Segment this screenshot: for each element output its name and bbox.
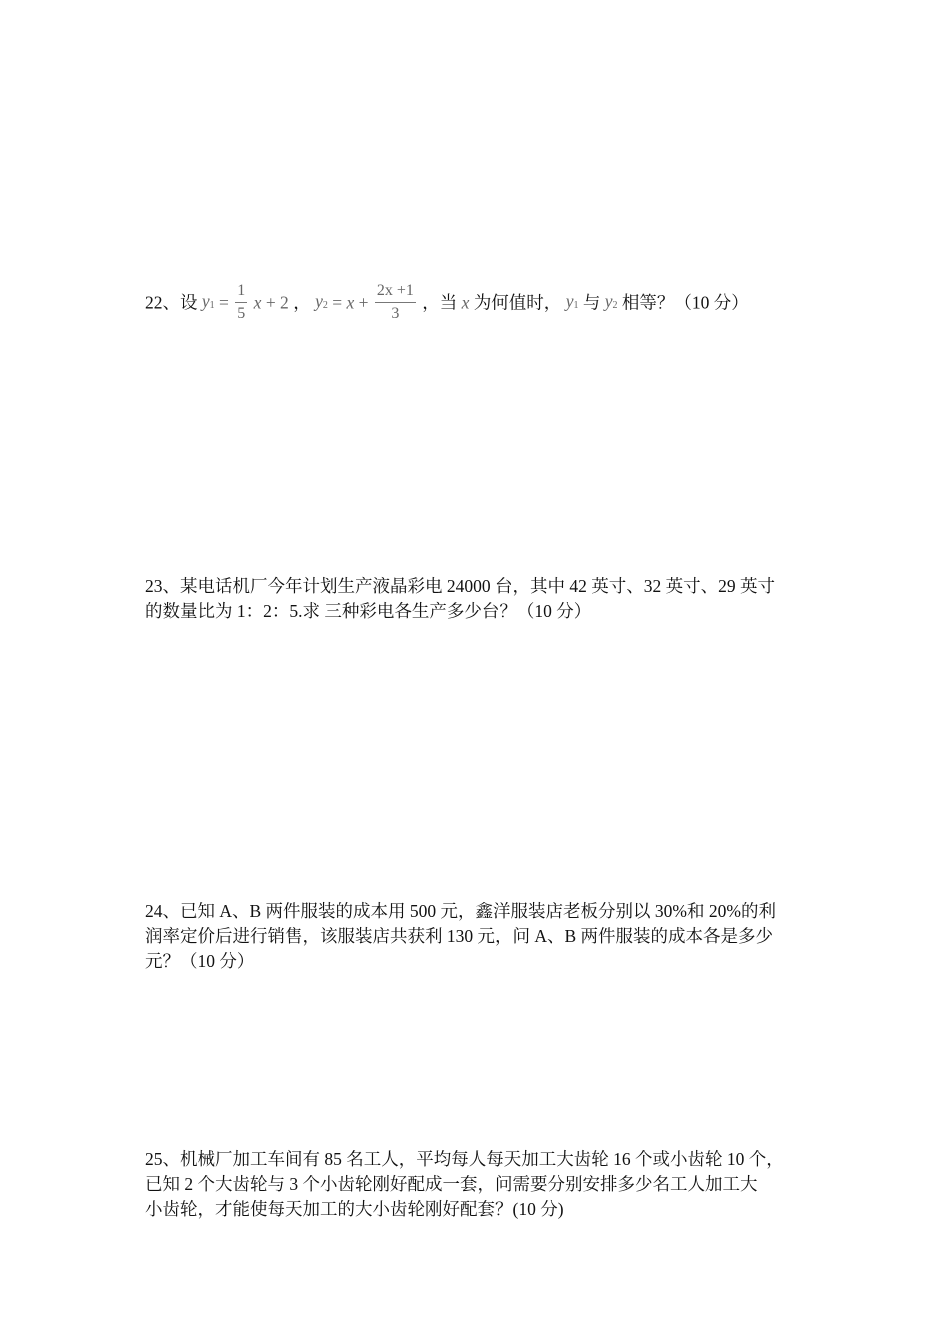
q24-line-2: 润率定价后进行销售，该服装店共获利 130 元，问 A、B 两件服装的成本各是多少	[145, 926, 774, 946]
q22-fraction-1	[235, 281, 247, 324]
q22-fraction-2-numerator: 2x +1	[375, 281, 416, 303]
q25-line-2: 已知 2 个大齿轮与 3 个小齿轮刚好配成一套，问需要分别安排多少名工人加工大	[145, 1174, 758, 1194]
q22-fraction-1-numerator: 1	[235, 281, 247, 303]
q22-equals-1: =	[219, 292, 229, 313]
q22-fraction-2	[375, 281, 416, 324]
q22-yu: 与	[582, 292, 601, 313]
q25-line-1: 25、机械厂加工车间有 85 名工人，平均每人每天加工大齿轮 16 个或小齿轮 10 个，	[145, 1149, 784, 1169]
q24-line-3: 元？（10 分）	[145, 951, 255, 971]
question-22	[145, 276, 817, 322]
question-24	[145, 899, 817, 974]
q22-middle-text: 为何值时，	[473, 292, 562, 313]
q22-fraction-1-denominator: 5	[237, 305, 246, 322]
q25-line-3: 小齿轮，才能使每天加工的大小齿轮刚好配套？(10 分)	[145, 1199, 564, 1219]
question-23	[145, 574, 817, 624]
q22-prefix: 22、设	[145, 292, 198, 313]
q22-x-1: x	[253, 292, 262, 313]
q22-comma: ，	[293, 292, 311, 313]
q22-y2-again: $y_2$	[604, 290, 618, 311]
q23-line-1: 23、某电话机厂今年计划生产液晶彩电 24000 台，其中 42 英寸、32 英寸、29 英寸	[145, 576, 775, 596]
q22-plus-two: + 2	[265, 292, 289, 313]
q22-x-2: x	[346, 292, 355, 313]
question-25	[145, 1147, 817, 1222]
q22-y2: $y_2$	[315, 290, 328, 311]
q22-x-3: x	[461, 292, 470, 313]
q22-fraction-2-denominator: 3	[391, 305, 400, 322]
q22-suffix: 相等？（10 分）	[621, 292, 749, 313]
q24-line-1: 24、已知 A、B 两件服装的成本用 500 元，鑫洋服装店老板分别以 30%和 20%的利	[145, 901, 776, 921]
q22-dang: ，当	[422, 292, 458, 313]
q23-line-2: 的数量比为 1：2：5.求 三种彩电各生产多少台？（10 分）	[145, 601, 592, 621]
q22-plus: +	[358, 292, 369, 313]
q22-y1-again: $y_1$	[565, 290, 579, 311]
q22-equals-2: =	[332, 292, 343, 313]
q22-y1: $y_1$	[201, 290, 215, 311]
